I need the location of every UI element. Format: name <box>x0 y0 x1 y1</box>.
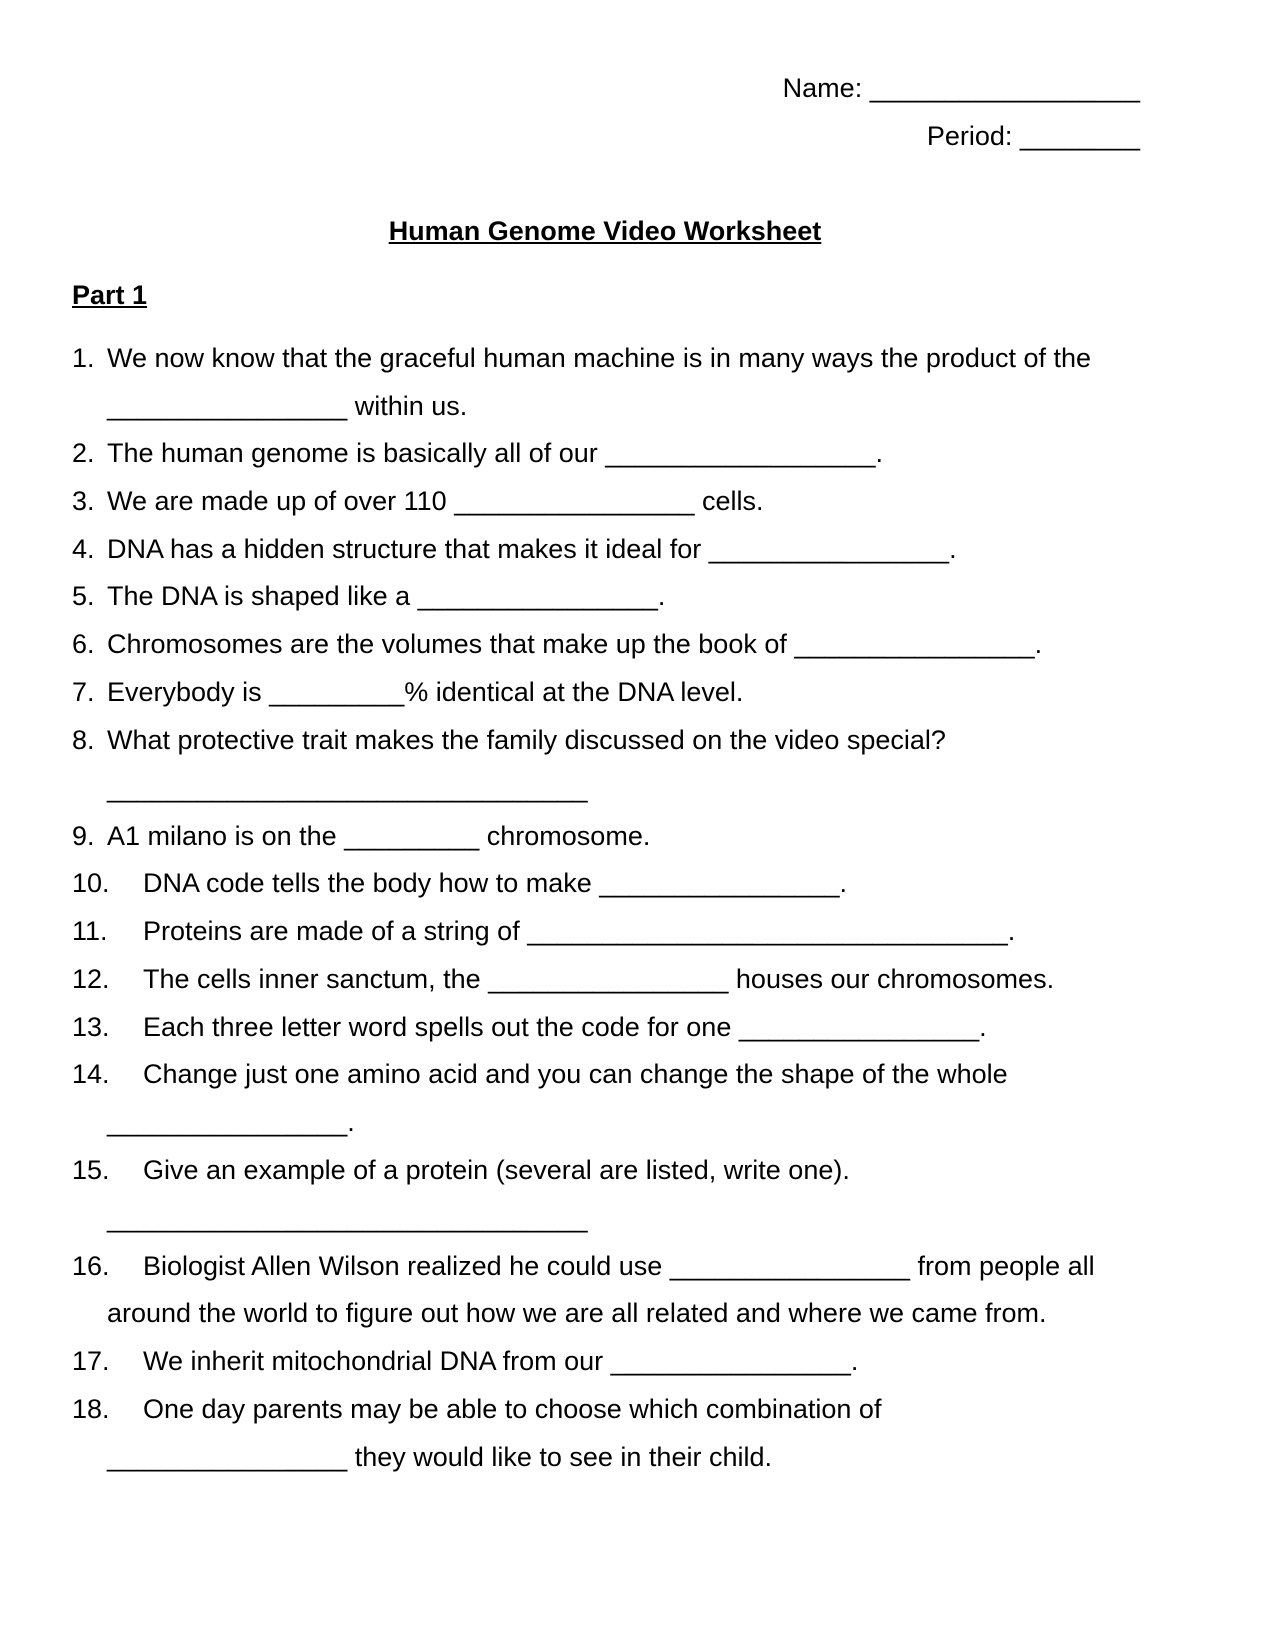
question-continuation[interactable]: ________________ they would like to see in their child. <box>107 1442 772 1472</box>
page-title: Human Genome Video Worksheet <box>388 216 822 246</box>
question-text[interactable]: DNA has a hidden structure that makes it ideal for ________________. <box>107 534 957 564</box>
period-field[interactable]: Period: ________ <box>926 121 1140 151</box>
question-text: Change just one amino acid and you can change the shape of the whole <box>143 1059 1008 1089</box>
question-continuation[interactable]: ________________________________ <box>107 1203 588 1233</box>
question-text[interactable]: Each three letter word spells out the code for one ________________. <box>143 1012 987 1042</box>
question-text[interactable]: The DNA is shaped like a ________________. <box>107 581 666 611</box>
question-text[interactable]: The human genome is basically all of our __________________. <box>107 438 884 468</box>
question-continuation[interactable]: ________________ within us. <box>107 391 468 421</box>
question-text: One day parents may be able to choose which combination of <box>143 1394 882 1424</box>
question-text[interactable]: We inherit mitochondrial DNA from our ________________. <box>143 1346 859 1376</box>
question-text: What protective trait makes the family discussed on the video special? <box>107 725 946 755</box>
part-heading: Part 1 <box>72 280 148 310</box>
question-text[interactable]: DNA code tells the body how to make ________________. <box>143 868 848 898</box>
question-number: 11. <box>72 916 108 946</box>
question-number: 12. <box>72 964 110 994</box>
name-field[interactable]: Name: __________________ <box>782 73 1140 103</box>
question-text[interactable]: Everybody is _________% identical at the DNA level. <box>107 677 744 707</box>
question-number: 2. <box>72 438 95 468</box>
question-number: 5. <box>72 581 95 611</box>
question-text[interactable]: Biologist Allen Wilson realized he could use ________________ from people all <box>143 1251 1095 1281</box>
question-text[interactable]: A1 milano is on the _________ chromosome. <box>107 821 651 851</box>
question-number: 9. <box>72 821 95 851</box>
question-number: 8. <box>72 725 95 755</box>
question-number: 7. <box>72 677 95 707</box>
question-number: 3. <box>72 486 95 516</box>
question-continuation[interactable]: ________________. <box>107 1107 355 1137</box>
question-number: 10. <box>72 868 110 898</box>
question-text[interactable]: Proteins are made of a string of ________________________________. <box>143 916 1016 946</box>
question-number: 13. <box>72 1012 110 1042</box>
question-text: We now know that the graceful human machine is in many ways the product of the <box>107 343 1092 373</box>
question-number: 18. <box>72 1394 110 1424</box>
question-text: Give an example of a protein (several are listed, write one). <box>143 1155 850 1185</box>
question-continuation: around the world to figure out how we are all related and where we came from. <box>107 1298 1047 1328</box>
question-number: 17. <box>72 1346 110 1376</box>
question-continuation[interactable]: ________________________________ <box>107 773 588 803</box>
question-number: 6. <box>72 629 95 659</box>
question-text[interactable]: The cells inner sanctum, the ________________ houses our chromosomes. <box>143 964 1055 994</box>
question-number: 1. <box>72 343 95 373</box>
question-text[interactable]: We are made up of over 110 ________________ cells. <box>107 486 764 516</box>
question-number: 16. <box>72 1251 110 1281</box>
question-number: 4. <box>72 534 95 564</box>
question-number: 14. <box>72 1059 110 1089</box>
question-number: 15. <box>72 1155 110 1185</box>
question-text[interactable]: Chromosomes are the volumes that make up the book of ________________. <box>107 629 1043 659</box>
